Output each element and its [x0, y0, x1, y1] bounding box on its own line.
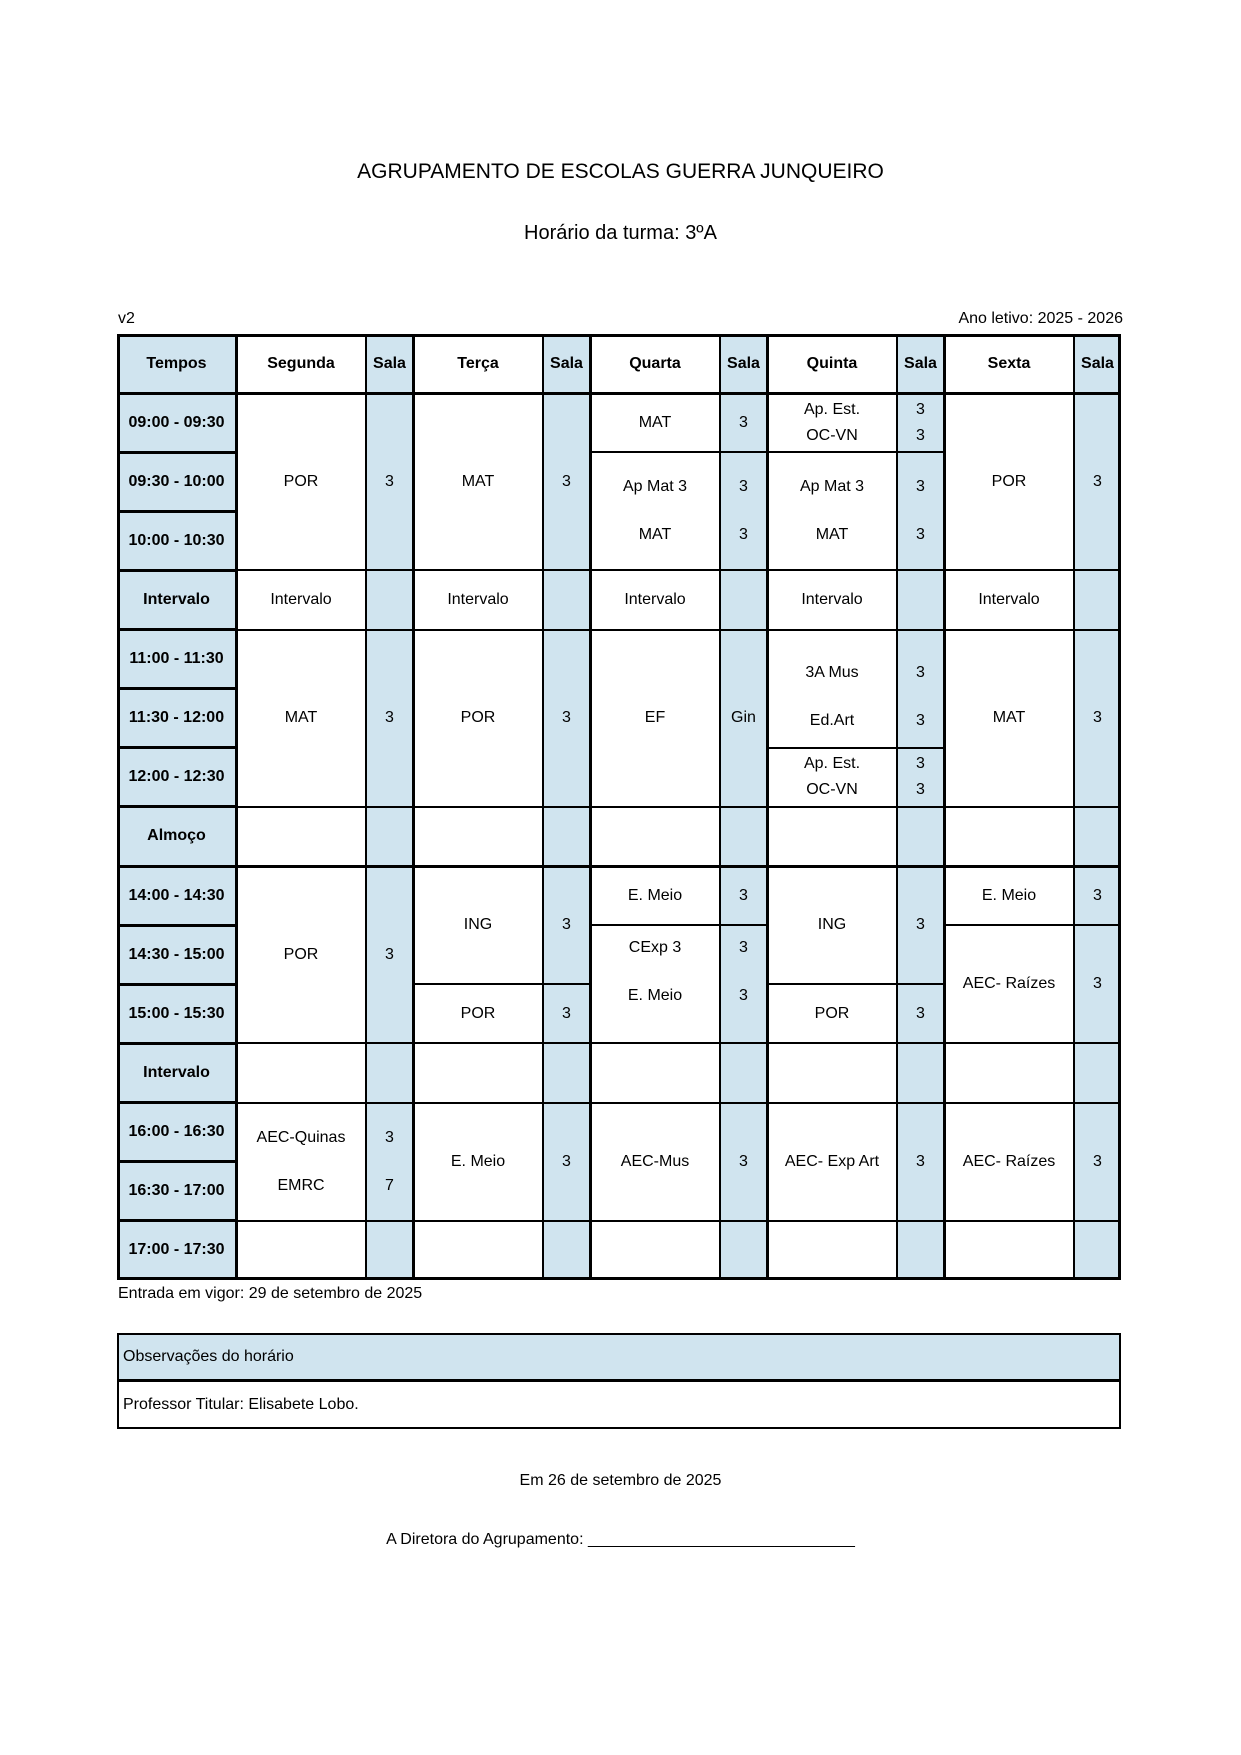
time-slot — [117, 1043, 236, 1102]
cell-text: 3 — [1093, 472, 1102, 490]
schedule-cell — [1074, 1103, 1121, 1221]
director-signature-line: A Diretora do Agrupamento: ______________________________ — [386, 1531, 855, 1548]
time-slot — [117, 1103, 236, 1162]
cell-text — [1095, 826, 1099, 846]
cell-text: 3 — [385, 1128, 394, 1146]
schedule-cell — [767, 570, 897, 629]
cell-text: Sala — [727, 354, 760, 372]
cell-text: Quarta — [629, 354, 681, 372]
cell-text: 3 — [385, 945, 394, 963]
time-slot — [117, 984, 236, 1043]
schedule-cell — [543, 984, 590, 1043]
schedule-cell — [590, 925, 720, 1043]
cell-text — [918, 590, 922, 610]
divider — [117, 1101, 236, 1104]
column-header — [1074, 334, 1121, 393]
cell-text — [1007, 1240, 1011, 1260]
cell-text: Quinta — [806, 354, 858, 372]
schedule-cell — [897, 1221, 944, 1280]
column-header — [590, 334, 720, 393]
cell-text — [741, 501, 745, 521]
cell-text — [741, 962, 745, 982]
cell-text: 3 — [916, 781, 925, 799]
cell-text — [564, 826, 568, 846]
schedule-cell — [944, 1221, 1074, 1280]
cell-text: ING — [463, 916, 493, 934]
cell-text: Intervalo — [624, 590, 686, 608]
schedule-cell — [236, 866, 366, 1043]
schedule-cell — [897, 1043, 944, 1102]
cell-text: 3 — [916, 711, 925, 729]
schedule-cell — [897, 570, 944, 629]
cell-text: 3 — [562, 1152, 571, 1170]
cell-text: 3 — [1093, 886, 1102, 904]
cell-text: EF — [644, 709, 666, 727]
cell-text — [1095, 1063, 1099, 1083]
column-header — [413, 334, 543, 393]
cell-text: 09:30 - 10:00 — [128, 472, 225, 490]
schedule-cell — [897, 393, 944, 452]
schedule-cell — [590, 1221, 720, 1280]
cell-text: POR — [814, 1004, 850, 1022]
cell-text: 3 — [1093, 1152, 1102, 1170]
schedule-cell — [720, 925, 767, 1043]
cell-text: 17:00 - 17:30 — [128, 1241, 225, 1259]
time-slot — [117, 925, 236, 984]
schedule-cell — [1074, 630, 1121, 807]
cell-text — [918, 501, 922, 521]
cell-text: 16:30 - 17:00 — [128, 1182, 225, 1200]
schedule-cell — [767, 630, 897, 748]
schedule-cell — [413, 570, 543, 629]
schedule-cell — [236, 1221, 366, 1280]
cell-text: OC-VN — [806, 426, 858, 444]
divider — [117, 805, 236, 808]
cell-text: 3 — [916, 1004, 925, 1022]
cell-text: 3 — [1093, 709, 1102, 727]
schedule-cell — [767, 748, 897, 807]
cell-text: Segunda — [267, 354, 335, 372]
schedule-cell — [236, 1103, 366, 1221]
schedule-cell — [897, 452, 944, 570]
cell-text: POR — [991, 472, 1027, 490]
schedule-cell — [590, 1043, 720, 1102]
cell-text: POR — [283, 945, 319, 963]
cell-text: 3A Mus — [805, 663, 859, 681]
schedule-cell — [897, 1103, 944, 1221]
cell-text: 10:00 - 10:30 — [128, 531, 225, 549]
schedule-cell — [543, 393, 590, 570]
cell-text: 3 — [916, 916, 925, 934]
cell-text: 3 — [739, 939, 748, 957]
cell-text: POR — [283, 472, 319, 490]
schedule-cell — [720, 630, 767, 807]
cell-text: 3 — [739, 987, 748, 1005]
divider — [117, 865, 1121, 868]
cell-text: Intervalo — [270, 590, 332, 608]
observations-text: Professor Titular: Elisabete Lobo. — [117, 1381, 1121, 1429]
schedule-cell — [366, 1221, 413, 1280]
effective-date: Entrada em vigor: 29 de setembro de 2025 — [118, 1285, 423, 1302]
divider — [1118, 334, 1121, 1280]
schedule-cell — [236, 630, 366, 807]
schedule-cell — [720, 452, 767, 570]
cell-text — [830, 826, 834, 846]
schedule-cell — [590, 807, 720, 866]
schedule-cell — [413, 984, 543, 1043]
schedule-cell — [236, 393, 366, 570]
cell-text: Sala — [373, 354, 406, 372]
schedule-cell — [897, 807, 944, 866]
cell-text: EMRC — [277, 1176, 325, 1194]
cell-text — [476, 826, 480, 846]
cell-text: 3 — [916, 526, 925, 544]
time-slot — [117, 630, 236, 689]
time-slot — [117, 1162, 236, 1221]
cell-text: Intervalo — [978, 590, 1040, 608]
cell-text — [387, 1240, 391, 1260]
cell-text: 3 — [739, 886, 748, 904]
cell-text — [299, 1063, 303, 1083]
schedule-cell — [1074, 925, 1121, 1043]
cell-text: Intervalo — [143, 1063, 210, 1081]
cell-text: Ap Mat 3 — [799, 478, 865, 496]
cell-text: AEC-Quinas — [256, 1128, 346, 1146]
cell-text: 3 — [385, 709, 394, 727]
cell-text — [299, 1240, 303, 1260]
cell-text — [830, 501, 834, 521]
schedule-cell — [944, 630, 1074, 807]
cell-text — [387, 1152, 391, 1172]
cell-text: 3 — [385, 472, 394, 490]
schedule-cell — [720, 570, 767, 629]
schedule-cell — [767, 1221, 897, 1280]
cell-text: Gin — [731, 709, 756, 727]
observations-header: Observações do horário — [117, 1333, 1121, 1381]
cell-text: Ap. Est. — [803, 755, 861, 773]
schedule-cell — [366, 1043, 413, 1102]
schedule-cell — [413, 807, 543, 866]
schedule-cell — [543, 1043, 590, 1102]
schedule-cell — [767, 1103, 897, 1221]
cell-text: MAT — [815, 526, 849, 544]
cell-text — [476, 1240, 480, 1260]
cell-text: AEC- Raízes — [962, 1152, 1056, 1170]
cell-text — [1007, 1063, 1011, 1083]
column-header — [897, 334, 944, 393]
cell-text — [387, 590, 391, 610]
cell-text: 3 — [916, 1152, 925, 1170]
divider — [117, 865, 236, 868]
schedule-cell — [897, 630, 944, 748]
time-slot — [117, 866, 236, 925]
cell-text — [564, 1240, 568, 1260]
cell-text — [387, 826, 391, 846]
class-schedule-title: Horário da turma: 3ºA — [524, 222, 717, 244]
cell-text: Intervalo — [801, 590, 863, 608]
school-year-label: Ano letivo: 2025 - 2026 — [958, 310, 1123, 327]
cell-text: 09:00 - 09:30 — [128, 413, 225, 431]
schedule-cell — [543, 630, 590, 807]
schedule-cell — [543, 1103, 590, 1221]
schedule-cell — [590, 1103, 720, 1221]
divider — [117, 392, 1121, 395]
time-slot — [117, 570, 236, 629]
schedule-cell — [1074, 1221, 1121, 1280]
schedule-cell — [236, 570, 366, 629]
cell-text — [564, 590, 568, 610]
cell-text: 14:30 - 15:00 — [128, 945, 225, 963]
cell-text: 3 — [739, 1152, 748, 1170]
divider — [117, 510, 236, 513]
schedule-cell — [366, 570, 413, 629]
schedule-cell — [413, 630, 543, 807]
schedule-cell — [944, 393, 1074, 570]
divider — [117, 1277, 1121, 1280]
schedule-cell — [720, 393, 767, 452]
column-header — [117, 334, 236, 393]
cell-text — [653, 501, 657, 521]
cell-text: MAT — [461, 472, 495, 490]
cell-text — [476, 1063, 480, 1083]
schedule-cell — [1074, 866, 1121, 925]
schedule-cell — [590, 570, 720, 629]
cell-text: 7 — [385, 1176, 394, 1194]
schedule-cell — [897, 984, 944, 1043]
schedule-cell — [720, 807, 767, 866]
cell-text: 3 — [739, 478, 748, 496]
cell-text: 3 — [562, 1004, 571, 1022]
schedule-cell — [944, 1103, 1074, 1221]
schedule-cell — [1074, 1043, 1121, 1102]
divider — [117, 687, 236, 690]
schedule-cell — [897, 866, 944, 984]
cell-text: E. Meio — [981, 886, 1037, 904]
cell-text: Sala — [904, 354, 937, 372]
cell-text: 3 — [916, 400, 925, 418]
cell-text: MAT — [284, 709, 318, 727]
column-header — [944, 334, 1074, 393]
cell-text — [1007, 826, 1011, 846]
column-header — [720, 334, 767, 393]
cell-text — [653, 1063, 657, 1083]
cell-text — [653, 1240, 657, 1260]
schedule-cell — [720, 866, 767, 925]
cell-text: 12:00 - 12:30 — [128, 768, 225, 786]
cell-text: 3 — [739, 413, 748, 431]
schedule-cell — [590, 866, 720, 925]
cell-text: 15:00 - 15:30 — [128, 1004, 225, 1022]
cell-text — [653, 962, 657, 982]
cell-text — [830, 1063, 834, 1083]
cell-text: Sala — [1081, 354, 1114, 372]
divider — [943, 334, 946, 1280]
schedule-cell — [590, 630, 720, 807]
schedule-cell — [944, 925, 1074, 1043]
cell-text: MAT — [992, 709, 1026, 727]
cell-text: 3 — [562, 472, 571, 490]
schedule-cell — [366, 807, 413, 866]
schedule-cell — [413, 866, 543, 984]
schedule-cell — [944, 807, 1074, 866]
cell-text: Almoço — [147, 827, 206, 845]
cell-text — [830, 687, 834, 707]
cell-text: 3 — [562, 709, 571, 727]
schedule-cell — [236, 1043, 366, 1102]
divider — [117, 569, 236, 572]
cell-text: OC-VN — [806, 781, 858, 799]
cell-text — [741, 1240, 745, 1260]
cell-text: 3 — [562, 916, 571, 934]
divider — [117, 451, 236, 454]
cell-text: Ap. Est. — [803, 400, 861, 418]
divider — [117, 628, 236, 631]
divider — [117, 924, 236, 927]
column-header — [543, 334, 590, 393]
cell-text — [741, 1063, 745, 1083]
cell-text: MAT — [638, 413, 672, 431]
cell-text: 14:00 - 14:30 — [128, 886, 225, 904]
cell-text — [1095, 590, 1099, 610]
cell-text — [653, 826, 657, 846]
column-header — [366, 334, 413, 393]
time-slot — [117, 452, 236, 511]
time-slot — [117, 511, 236, 570]
divider — [766, 334, 769, 1280]
cell-text: AEC- Exp Art — [784, 1152, 880, 1170]
cell-text: ING — [817, 916, 847, 934]
schedule-cell — [366, 866, 413, 1043]
schedule-cell — [944, 1043, 1074, 1102]
cell-text: E. Meio — [450, 1152, 506, 1170]
schedule-cell — [1074, 807, 1121, 866]
schedule-cell — [366, 630, 413, 807]
schedule-cell — [413, 1043, 543, 1102]
cell-text: Sexta — [987, 354, 1031, 372]
schedule-cell — [543, 570, 590, 629]
column-header — [767, 334, 897, 393]
divider — [117, 983, 236, 986]
schedule-cell — [1074, 570, 1121, 629]
cell-text: 3 — [916, 755, 925, 773]
schedule-cell — [413, 1221, 543, 1280]
cell-text: Ap Mat 3 — [622, 478, 688, 496]
cell-text — [299, 1152, 303, 1172]
cell-text: E. Meio — [627, 987, 683, 1005]
version-label: v2 — [118, 310, 135, 327]
cell-text: Terça — [457, 354, 499, 372]
cell-text — [918, 826, 922, 846]
cell-text — [387, 1063, 391, 1083]
school-title: AGRUPAMENTO DE ESCOLAS GUERRA JUNQUEIRO — [357, 160, 884, 183]
cell-text: E. Meio — [627, 886, 683, 904]
schedule-cell — [720, 1103, 767, 1221]
divider — [589, 334, 592, 1280]
cell-text: AEC- Raízes — [962, 975, 1056, 993]
cell-text: 11:30 - 12:00 — [128, 709, 225, 727]
cell-text: MAT — [638, 526, 672, 544]
cell-text: Intervalo — [447, 590, 509, 608]
cell-text: 11:00 - 11:30 — [129, 650, 224, 668]
divider — [117, 1042, 236, 1045]
cell-text: 3 — [916, 478, 925, 496]
cell-text: 3 — [739, 526, 748, 544]
schedule-cell — [413, 393, 543, 570]
schedule-cell — [944, 866, 1074, 925]
cell-text: Ed.Art — [809, 711, 855, 729]
cell-text — [918, 1063, 922, 1083]
schedule-cell — [767, 984, 897, 1043]
document-date: Em 26 de setembro de 2025 — [519, 1472, 722, 1489]
cell-text: 3 — [1093, 975, 1102, 993]
cell-text — [299, 826, 303, 846]
cell-text: POR — [460, 709, 496, 727]
schedule-cell — [366, 393, 413, 570]
schedule-cell — [590, 393, 720, 452]
cell-text — [918, 687, 922, 707]
cell-text: Sala — [550, 354, 583, 372]
schedule-cell — [720, 1043, 767, 1102]
cell-text: Tempos — [146, 354, 207, 372]
cell-text — [741, 826, 745, 846]
schedule-cell — [720, 1221, 767, 1280]
schedule-cell — [590, 452, 720, 570]
cell-text: 3 — [916, 663, 925, 681]
time-slot — [117, 807, 236, 866]
time-slot — [117, 393, 236, 452]
schedule-cell — [767, 866, 897, 984]
schedule-cell — [897, 748, 944, 807]
schedule-cell — [767, 807, 897, 866]
schedule-cell — [767, 1043, 897, 1102]
cell-text — [564, 1063, 568, 1083]
schedule-cell — [767, 393, 897, 452]
time-slot — [117, 748, 236, 807]
schedule-cell — [543, 807, 590, 866]
divider — [412, 334, 415, 1280]
cell-text — [830, 1240, 834, 1260]
divider — [117, 1219, 236, 1222]
time-slot — [117, 689, 236, 748]
schedule-cell — [366, 1103, 413, 1221]
cell-text: AEC-Mus — [620, 1152, 690, 1170]
schedule-cell — [1074, 393, 1121, 570]
cell-text — [1095, 1240, 1099, 1260]
divider — [117, 334, 1121, 337]
divider — [117, 1160, 236, 1163]
schedule-cell — [767, 452, 897, 570]
column-header — [236, 334, 366, 393]
schedule-cell — [543, 866, 590, 984]
schedule-cell — [944, 570, 1074, 629]
cell-text: POR — [460, 1004, 496, 1022]
time-slot — [117, 1221, 236, 1280]
schedule-table — [117, 334, 1121, 1280]
cell-text: Intervalo — [143, 590, 210, 608]
cell-text — [918, 1240, 922, 1260]
schedule-cell — [543, 1221, 590, 1280]
schedule-cell — [413, 1103, 543, 1221]
cell-text: 16:00 - 16:30 — [128, 1123, 225, 1141]
cell-text — [741, 590, 745, 610]
cell-text: CExp 3 — [628, 939, 682, 957]
divider — [117, 746, 236, 749]
cell-text: 3 — [916, 426, 925, 444]
schedule-cell — [236, 807, 366, 866]
